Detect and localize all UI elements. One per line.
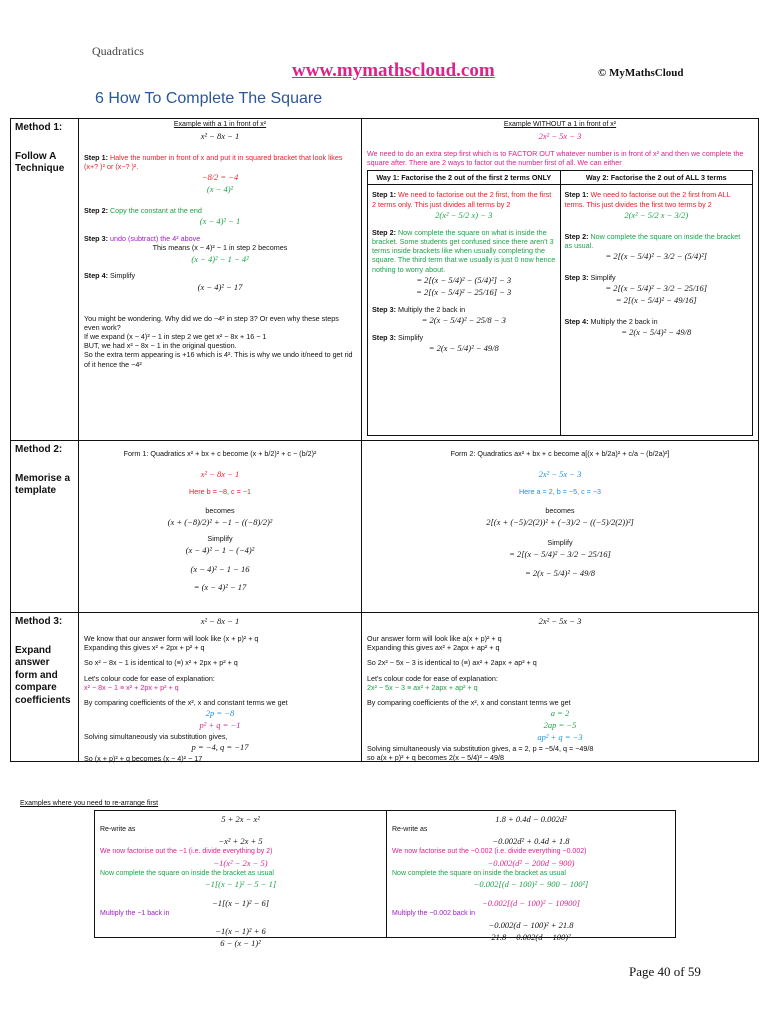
step-label: Step 3:	[564, 273, 589, 283]
text-line: We now factorise out the −0.002 (i.e. divide everything −0.002)	[392, 847, 587, 855]
text-line: Expanding this gives x² + 2px + p² + q	[84, 643, 205, 653]
step-1	[84, 153, 356, 171]
step-math: = 2[(x − 5/4)² − 3/2 − 25/16]	[605, 283, 708, 294]
text-line: We now factorise out the −1 (i.e. divide everything by 2)	[100, 847, 273, 855]
method-3-right-eq: 2x² − 5x − 3	[538, 616, 582, 626]
step-text: Copy the constant at the end	[109, 206, 202, 216]
method-1-left-heading: Example with a 1 in front of x²	[173, 121, 267, 128]
note-line: If we expand (x − 4)² − 1 in step 2 we get x² − 8x + 16 − 1	[84, 331, 267, 341]
form-1-template: Form 1: Quadratics x² + bx + c become (x + b/2)² + c − (b/2)²	[123, 449, 317, 458]
text-line: We know that our answer form will look like (x + p)² + q	[84, 633, 259, 643]
step-math: −8/2 = −4	[201, 172, 239, 183]
step-label: Step 2:	[564, 231, 589, 241]
text-line: Now complete the square on inside the bracket as usual	[392, 869, 566, 877]
method-1-row	[11, 119, 758, 441]
text-line: Solving simultaneously via substitution gives,	[84, 731, 228, 741]
step-math: = 2[(x − 5/4)² − 49/16]	[615, 295, 697, 306]
step-math: 6 − (x − 1)²	[220, 938, 261, 949]
simplify-label: Simplify	[207, 534, 233, 544]
method-1-right-heading: Example WITHOUT a 1 in front of x²	[503, 121, 617, 128]
simplify-label: Simplify	[547, 538, 573, 548]
header-copyright: © MyMathsCloud	[598, 67, 684, 79]
step-label: Step 4:	[564, 317, 589, 327]
step-text: Halve the number in front of x and put it in squared bracket that look likes (x+? )² or (x−? )².	[84, 152, 343, 172]
text-line: Re-write as	[100, 825, 136, 833]
step-math: 2(x² − 5/2 x − 3/2)	[624, 209, 689, 220]
step-text: Now complete the square on inside the bracket as usual.	[564, 231, 741, 251]
examples-caption: Examples where you need to re-arrange first	[20, 800, 159, 807]
note-line: You might be wondering. Why did we do −4² in step 3? Or even why these steps even work?	[84, 313, 339, 332]
step-math: a = 2	[550, 708, 570, 719]
method-2-right-eq: 2x² − 5x − 3	[538, 469, 582, 480]
way-1-column	[368, 171, 560, 435]
method-2-left-eq: x² − 8x − 1	[200, 469, 240, 480]
becomes-label: becomes	[205, 506, 235, 516]
text-line: Expanding this gives ax² + 2apx + ap² + q	[367, 643, 500, 653]
step-math: −0.002(d² − 200d − 900)	[487, 857, 575, 868]
text-line: By comparing coefficients of the x², x and constant terms we get	[367, 697, 571, 707]
method-3-left-cell	[79, 613, 361, 764]
method-3-desc: Expand answer form and compare coefficients	[15, 644, 71, 706]
step-math: (x − 4)² − 1 − 16	[190, 563, 250, 574]
method-1-right-cell	[361, 119, 758, 440]
colour-coded-line: 2x² − 5x − 3 ≡ ax² + 2apx + ap² + q	[367, 682, 478, 692]
step-math: 21.8 − 0.002(d − 100)²	[491, 932, 571, 943]
step-label: Step 3:	[84, 234, 108, 244]
page-number: Page 40 of 59	[629, 964, 701, 979]
method-3-row	[11, 613, 758, 764]
step-label: Step 4:	[84, 271, 108, 281]
method-2-label-cell	[11, 441, 79, 612]
step-math: −1[(x − 1)² − 5 − 1]	[204, 879, 277, 890]
text-line: Re-write as	[392, 825, 428, 833]
step-math: p = −4, q = −17	[191, 742, 249, 753]
step-math: −0.002[(d − 100)² − 900 − 100²]	[473, 879, 589, 890]
method-1-desc: Follow A Technique	[15, 150, 65, 174]
step-math: = 2[(x − 5/4)² − 25/16] − 3	[416, 286, 512, 297]
step-label: Step 3:	[372, 332, 396, 342]
method-2-row	[11, 441, 758, 613]
step-text: Multiply the 2 back in	[397, 304, 466, 314]
step-text: This means (x − 4)² − 1 in step 2 becomes	[152, 243, 288, 253]
text-line: So 2x² − 5x − 3 is identical to (≡) ax² + 2apx + ap² + q	[367, 658, 537, 668]
colour-coded-line: x² − 8x − 1 ≡ x² + 2px + p² + q	[84, 682, 179, 692]
note-line: So the extra term appearing is +16 which is 4². This is why we undo it/need to get rid of it hence the −4²	[84, 350, 353, 369]
step-math: −1[(x − 1)² − 6]	[211, 898, 270, 909]
way-2-title: Way 2: Factorise the 2 out of ALL 3 terms	[561, 171, 753, 185]
step-math: p² + q = −1	[199, 720, 241, 731]
step-math: (x − 4)² − 1 − 4²	[191, 253, 249, 264]
form-2-template: Form 2: Quadratics ax² + bx + c become a[(x + b/2a)² + c/a − (b/2a)²]	[450, 449, 670, 458]
step-math: = 2[(x − 5/4)² − 3/2 − (5/4)²]	[605, 251, 707, 262]
examples-table	[94, 810, 676, 949]
method-3-label-cell	[11, 613, 79, 761]
step-math: = 2(x − 5/4)² − 49/8	[428, 342, 499, 353]
step-text: Now complete the square on what is inside the bracket. Some students get confused since there aren't 3 terms inside brackets like when usually completing the square. The third term that we usually is just 0 now hence nothing to worry about.	[372, 227, 556, 274]
step-math: 2(x² − 5/2 x) − 3	[435, 209, 493, 220]
step-label: Step 3:	[372, 304, 396, 314]
text-line: Multiply the −0.002 back in	[392, 910, 476, 918]
method-2-left-here: Here b = −8, c = −1	[189, 487, 251, 497]
ways-table	[367, 170, 753, 436]
methods-table	[10, 118, 759, 762]
method-2-left-cell	[79, 441, 361, 612]
method-1-name: Method 1:	[15, 122, 63, 133]
text-line: Solving simultaneously via substitution gives, a = 2, p = −5/4, q = −49/8	[367, 743, 594, 753]
step-math: = 2[(x − 5/4)² − 3/2 − 25/16]	[509, 548, 611, 559]
text-line: Let's colour code for ease of explanation:	[367, 673, 498, 683]
step-text: Multiply the 2 back in	[590, 317, 658, 327]
step-math: (x − 4)² − 17	[197, 281, 243, 292]
method-3-left-eq: x² − 8x − 1	[200, 616, 240, 626]
method-2-right-cell	[361, 441, 758, 612]
step-text: undo (subtract) the 4² above	[109, 234, 201, 244]
step-math: −0.002d² + 0.4d + 1.8	[492, 835, 570, 846]
step-label: Step 2:	[372, 227, 396, 237]
method-3-right-cell	[361, 613, 758, 761]
becomes-label: becomes	[545, 506, 575, 516]
method-1-left-cell	[79, 119, 361, 440]
text-line: Let's colour code for ease of explanation:	[84, 673, 215, 683]
example-eq: 1.8 + 0.4d − 0.002d²	[495, 814, 567, 824]
step-math: (x − 4)²	[206, 184, 234, 195]
text-line: Now complete the square on inside the bracket as usual	[100, 869, 274, 877]
method-2-name: Method 2:	[15, 444, 63, 455]
step-label: Step 1:	[564, 190, 589, 200]
method-3-name: Method 3:	[15, 616, 63, 627]
step-math: (x − 4)² − 1 − (−4)²	[185, 544, 255, 555]
step-math: −x² + 2x + 5	[218, 835, 263, 846]
step-label: Step 1:	[372, 190, 396, 200]
step-math: = 2(x − 5/4)² − 49/8	[524, 567, 596, 578]
step-math: = (x − 4)² − 17	[193, 582, 247, 593]
step-4	[84, 271, 356, 280]
note-line: BUT, we had x² − 8x − 1 in the original question.	[84, 341, 237, 351]
method-2-desc: Memorise a template	[15, 472, 71, 496]
step-text: Simplify	[590, 273, 616, 283]
method-1-right-intro: We need to do an extra step first which is to FACTOR OUT whatever number is in front of x² and then we complete the square after. There are 2 ways to factor out the number first of all. We can either	[367, 148, 744, 168]
example-left-cell	[95, 811, 386, 949]
step-math: (x − 4)² − 1	[199, 216, 241, 227]
text-line: so a(x + p)² + q becomes 2(x − 5/4)² − 49/8	[367, 753, 505, 763]
step-text: We need to factorise out the 2 first from ALL terms. This just divides the first two terms by 2	[564, 190, 731, 209]
way-2-column	[560, 171, 753, 435]
step-math: 2ap = −5	[543, 720, 577, 731]
step-text: Simplify	[109, 271, 136, 281]
method-1-left-eq: x² − 8x − 1	[200, 130, 240, 141]
text-line: By comparing coefficients of the x², x and constant terms we get	[84, 697, 288, 707]
text-line: So x² − 8x − 1 is identical to (≡) x² + 2px + p² + q	[84, 658, 238, 668]
header-url-link[interactable]: www.mymathscloud.com	[292, 60, 495, 81]
step-2	[84, 206, 356, 215]
step-math: −0.002[(d − 100)² − 10900]	[482, 898, 580, 909]
example-right-cell	[386, 811, 675, 943]
text-line: Our answer form will look like a(x + p)² + q	[367, 633, 502, 643]
way-1-title: Way 1: Factorise the 2 out of the first 2 terms ONLY	[368, 171, 560, 185]
step-math: −1(x − 1)² + 6	[215, 926, 266, 937]
step-label: Step 2:	[84, 206, 108, 216]
step-text: Simplify	[397, 332, 424, 342]
header-subject: Quadratics	[92, 44, 144, 58]
example-eq: 5 + 2x − x²	[221, 814, 260, 824]
step-math: 2p = −8	[205, 708, 235, 719]
step-math: (x + (−8)/2)² + −1 − ((−8)/2)²	[167, 516, 273, 527]
step-math: = 2(x − 5/4)² − 25/8 − 3	[421, 314, 506, 325]
step-math: 2[(x + (−5)/2(2))² + (−3)/2 − ((−5)/2(2))²]	[486, 516, 634, 527]
step-math: −1(x² − 2x − 5)	[213, 857, 268, 868]
page-title: 6 How To Complete The Square	[95, 90, 323, 107]
method-1-label-cell	[11, 119, 79, 440]
method-2-right-here: Here a = 2, b = −5, c = −3	[518, 487, 602, 497]
step-math: −0.002(d − 100)² + 21.8	[488, 920, 574, 931]
step-3	[84, 234, 356, 243]
text-line: Multiply the −1 back in	[100, 910, 170, 918]
method-1-right-eq: 2x² − 5x − 3	[538, 130, 582, 141]
step-text: We need to factorise out the 2 first, from the first 2 terms only. This just divides all terms by 2	[372, 190, 552, 209]
step-math: = 2(x − 5/4)² − 49/8	[621, 327, 692, 338]
step-math: ap² + q = −3	[537, 731, 583, 742]
text-line: So (x + p)² + q becomes (x − 4)² − 17	[84, 754, 203, 764]
step-label: Step 1:	[84, 152, 108, 162]
step-math: = 2[(x − 5/4)² − (5/4)²] − 3	[416, 274, 512, 285]
